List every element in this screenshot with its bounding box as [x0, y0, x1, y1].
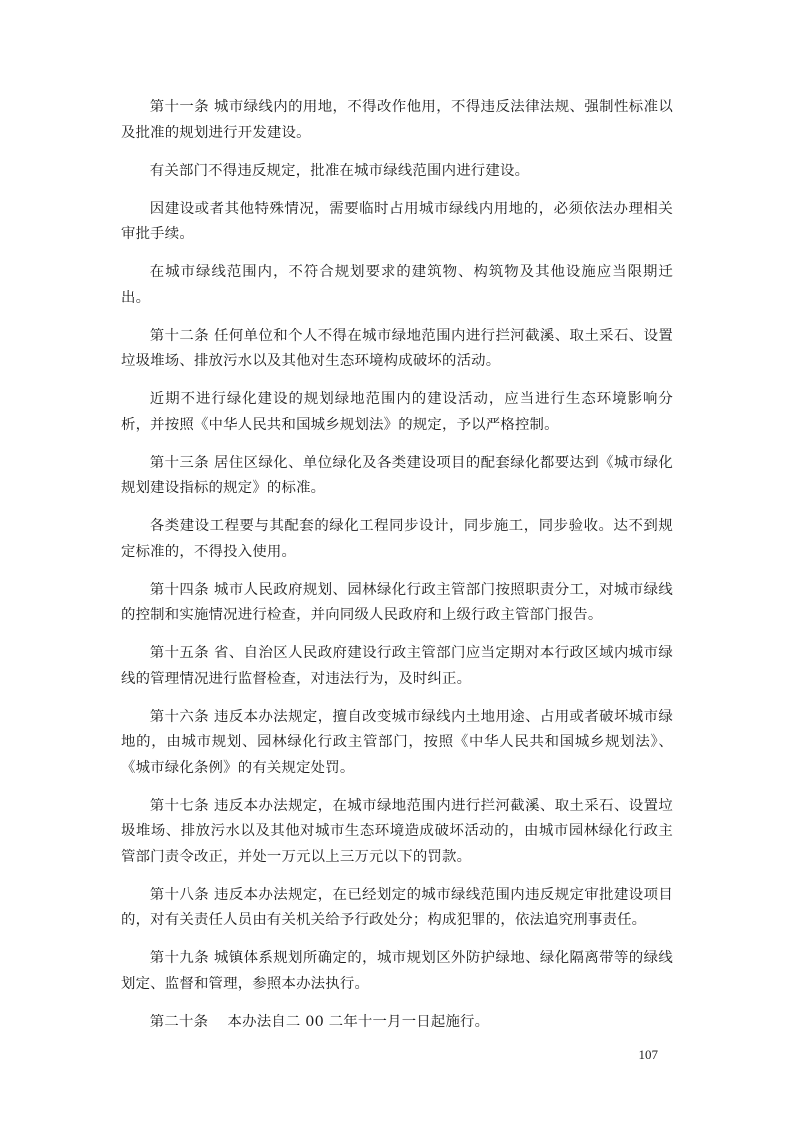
article-19-paragraph: 第十九条 城镇体系规划所确定的，城市规划区外防护绿地、绿化隔离带等的绿线划定、监督和管理，参照本办法执行。: [121, 950, 673, 992]
article-12-clause-2: 近期不进行绿化建设的规划绿地范围内的建设活动，应当进行生态环境影响分析，并按照《中华人民共和国城乡规划法》的规定，予以严格控制。: [121, 391, 673, 433]
article-11-clause-2: 有关部门不得违反规定，批准在城市绿线范围内进行建设。: [149, 162, 530, 179]
article-17-paragraph: 第十七条 违反本办法规定，在城市绿地范围内进行拦河截溪、取土采石、设置垃圾堆场、排放污水以及其他对城市生态环境造成破坏活动的，由城市园林绿化行政主管部门责令改正，并处一万元以上三万元以下的罚款。: [121, 797, 673, 865]
article-20-paragraph: 第二十条 本办法自二 00 二年十一月一日起施行。: [149, 1013, 490, 1030]
article-12-paragraph: 第十二条 任何单位和个人不得在城市绿地范围内进行拦河截溪、取土采石、设置垃圾堆场、排放污水以及其他对生态环境构成破坏的活动。: [121, 327, 673, 369]
article-11-clause-3: 因建设或者其他特殊情况，需要临时占用城市绿线内用地的，必须依法办理相关审批手续。: [121, 200, 673, 242]
article-15-paragraph: 第十五条 省、自治区人民政府建设行政主管部门应当定期对本行政区域内城市绿线的管理情况进行监督检查，对违法行为，及时纠正。: [121, 645, 673, 687]
article-13-clause-2: 各类建设工程要与其配套的绿化工程同步设计，同步施工，同步验收。达不到规定标准的，不得投入使用。: [121, 518, 673, 560]
article-16-paragraph: 第十六条 违反本办法规定，擅自改变城市绿线内土地用途、占用或者破坏城市绿地的，由城市规划、园林绿化行政主管部门，按照《中华人民共和国城乡规划法》、《城市绿化条例》的有关规定处罚。: [121, 708, 673, 776]
article-11-paragraph: 第十一条 城市绿线内的用地，不得改作他用，不得违反法律法规、强制性标准以及批准的规划进行开发建设。: [121, 99, 673, 141]
article-14-paragraph: 第十四条 城市人民政府规划、园林绿化行政主管部门按照职责分工，对城市绿线的控制和实施情况进行检查，并向同级人民政府和上级行政主管部门报告。: [121, 581, 673, 623]
page-number: 107: [638, 1047, 658, 1062]
article-13-paragraph: 第十三条 居住区绿化、单位绿化及各类建设项目的配套绿化都要达到《城市绿化规划建设指标的规定》的标准。: [121, 454, 673, 496]
document-body: [121, 95, 673, 1048]
article-11-clause-4: 在城市绿线范围内，不符合规划要求的建筑物、构筑物及其他设施应当限期迁出。: [121, 264, 673, 306]
article-18-paragraph: 第十八条 违反本办法规定，在已经划定的城市绿线范围内违反规定审批建设项目的，对有关责任人员由有关机关给予行政处分；构成犯罪的，依法追究刑事责任。: [121, 886, 673, 928]
